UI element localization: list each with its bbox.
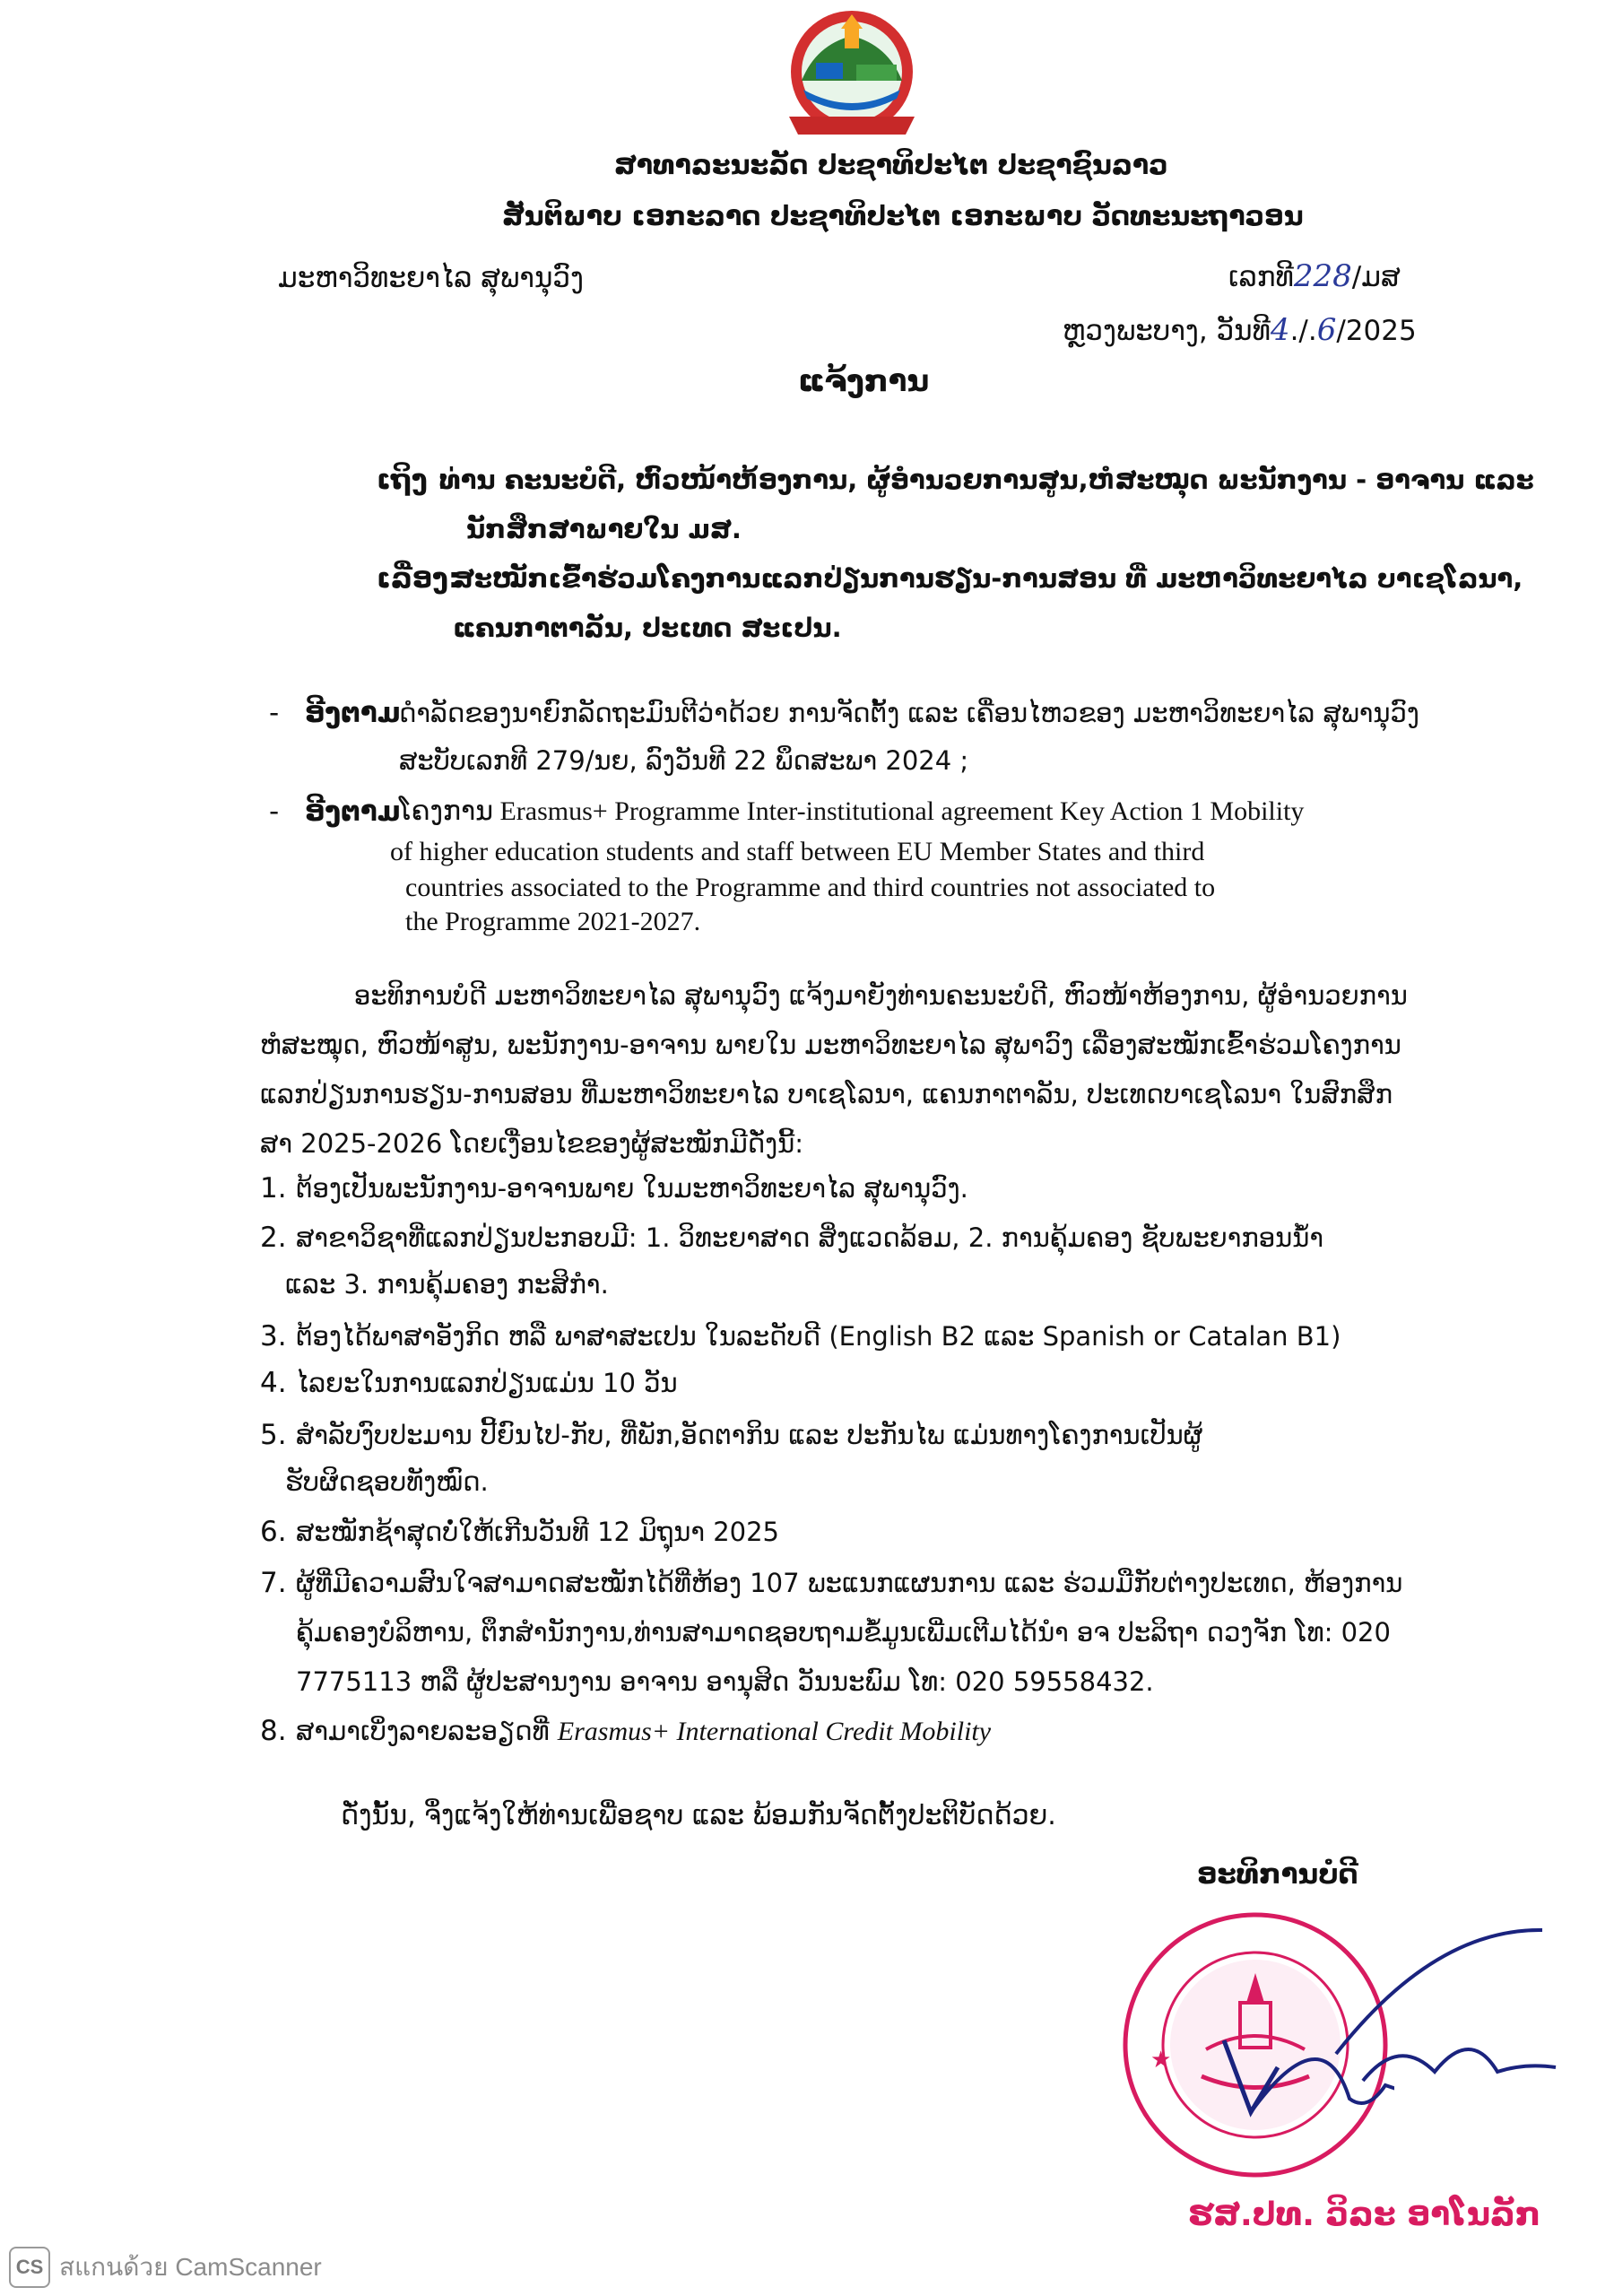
reference-number	[1228, 258, 1401, 295]
date-year: /2025	[1336, 315, 1417, 347]
item-6-number: 6.	[260, 1516, 287, 1548]
item-4-number: 4.	[260, 1367, 287, 1399]
motto-line: ສັນຕິພາບ ເອກະລາດ ປະຊາທິປະໄຕ ເອກະພາບ ວັດທະນະຖາວອນ	[502, 201, 1304, 232]
item-7-line-2: ຄຸ້ມຄອງບໍລິຫານ, ຕຶກສໍານັກງານ,ທ່ານສາມາດຊອບຖາມຂໍ້ມູນເພີ່ມເຕີມໄດ້ນໍາ ອຈ ປະລິຖາ ດວງຈັກ ໂທ: 020	[296, 1617, 1391, 1648]
item-8-line-1	[296, 1713, 991, 1750]
ref-1-line-1: ດໍາລັດຂອງນາຍົກລັດຖະມົນຕີວ່າດ້ວຍ ການຈັດຕັ້ງ ແລະ ເຄື່ອນໄຫວຂອງ ມະຫາວິທະຍາໄລ ສຸພານຸວົງ	[399, 698, 1419, 728]
body-line-1: ອະທິການບໍດີ ມະຫາວິທະຍາໄລ ສຸພານຸວົງ ແຈ້ງມາຍັງທ່ານຄະນະບໍດີ, ຫົວໜ້າຫ້ອງການ, ຜູ້ອໍານວຍການ	[354, 980, 1408, 1011]
closing-line: ດັ່ງນັ້ນ, ຈຶ່ງແຈ້ງໃຫ້ທ່ານເພື່ອຊາບ ແລະ ພ້ອມກັນຈັດຕັ້ງປະຕິບັດດ້ວຍ.	[341, 1800, 1056, 1831]
ref-1-line-2: ສະບັບເລກທີ 279/ນຍ, ລົງວັນທີ 22 ພຶດສະພາ 2024 ;	[399, 745, 969, 776]
subject-line-2: ແຄນກາຕາລັນ, ປະເທດ ສະເປນ.	[453, 613, 842, 643]
svg-text:★: ★	[1150, 2047, 1172, 2074]
ref-2-line-3: countries associated to the Programme and third countries not associated to	[405, 873, 1216, 902]
ref-suffix: /ມສ	[1351, 261, 1401, 293]
item-5-number: 5.	[260, 1419, 287, 1451]
ref-1-bullet: -	[269, 697, 280, 729]
item-2-line-1: ສາຂາວິຊາທີ່ແລກປ່ຽນປະກອບມີ: 1. ວິທະຍາສາດ ສິ່ງແວດລ້ອມ, 2. ການຄຸ້ມຄອງ ຊັບພະຍາກອນນໍ້າ	[296, 1222, 1324, 1253]
item-6-line-1: ສະໝັກຊ້າສຸດບໍ່ໃຫ້ເກີນວັນທີ 12 ມິຖຸນາ 2025	[296, 1517, 780, 1547]
ref-1-label: ອີງຕາມ	[305, 697, 401, 729]
date-sep: ./.	[1289, 315, 1317, 347]
ref-2-label: ອີງຕາມ	[305, 796, 401, 828]
item-7-number: 7.	[260, 1567, 287, 1599]
signatory-position: ອະທິການບໍດີ	[1197, 1858, 1358, 1891]
university-name: ມະຫາວິທະຍາໄລ ສຸພານຸວົງ	[278, 262, 584, 294]
country-line: ສາທາລະນະລັດ ປະຊາທິປະໄຕ ປະຊາຊົນລາວ	[614, 150, 1168, 181]
item-8-number: 8.	[260, 1715, 287, 1747]
item-7-line-1: ຜູ້ທີ່ມີຄວາມສົນໃຈສາມາດສະໝັກໄດ້ທີ່ຫ້ອງ 107 ພະແນກແຜນການ ແລະ ຮ່ວມມືກັບຕ່າງປະເທດ, ຫ້ອງການ	[296, 1568, 1403, 1598]
body-line-2: ຫໍສະໝຸດ, ຫົວໜ້າສູນ, ພະນັກງານ-ອາຈານ ພາຍໃນ ມະຫາວິທະຍາໄລ ສຸພາວົງ ເລື່ອງສະໝັກເຂົ້າຮ່ວມໂຄງການ	[260, 1030, 1401, 1060]
issue-date	[1063, 312, 1417, 349]
document-title: ແຈ້ງການ	[798, 363, 930, 399]
signatory-name: ຮສ.ປທ. ວິລະ ອາໂນລັກ	[1188, 2196, 1541, 2233]
item-3-number: 3.	[260, 1320, 287, 1352]
subject-label: ເລື່ອງ:	[377, 562, 460, 595]
ref-2-line-4: the Programme 2021-2027.	[405, 907, 701, 936]
subject-line-1: ສະໝັກເຂົ້າຮ່ວມໂຄງການແລກປ່ຽນການຮຽນ-ການສອນ ທີ່ ມະຫາວິທະຍາໄລ ບາເຊໂລນາ,	[453, 563, 1523, 594]
ref-label: ເລກທີ	[1228, 261, 1294, 293]
item-2-line-2: ແລະ 3. ການຄຸ້ມຄອງ ກະສິກໍາ.	[285, 1269, 609, 1300]
item-5-line-2: ຮັບຜິດຊອບທັງໝົດ.	[285, 1466, 489, 1497]
signature-flourish	[1327, 1919, 1560, 2090]
national-emblem	[762, 9, 941, 144]
body-line-3: ແລກປ່ຽນການຮຽນ-ການສອນ ທີ່ມະຫາວິທະຍາໄລ ບາເຊໂລນາ, ແຄນກາຕາລັນ, ປະເທດບາເຊໂລນາ ໃນສົກສຶກ	[260, 1079, 1393, 1109]
date-month: 6	[1316, 312, 1337, 348]
to-label: ເຖິງ :	[377, 464, 448, 496]
to-line-2: ນັກສຶກສາພາຍໃນ ມສ.	[466, 514, 742, 544]
ref-2-line-2: of higher education students and staff between EU Member States and third	[390, 837, 1205, 866]
item-8-link-text: Erasmus+ International Credit Mobility	[557, 1717, 992, 1746]
to-line-1: ທ່ານ ຄະນະບໍດີ, ຫົວໜ້າຫ້ອງການ, ຜູ້ອໍານວຍການສູນ,ຫໍສະໝຸດ ພະນັກງານ - ອາຈານ ແລະ	[439, 465, 1534, 495]
item-1-line-1: ຕ້ອງເປັນພະນັກງານ-ອາຈານພາຍ ໃນມະຫາວິທະຍາໄລ ສຸພານຸວົງ.	[296, 1173, 968, 1204]
date-day: 4	[1270, 312, 1290, 348]
ref-2-bullet: -	[269, 796, 280, 828]
ref-number: 228	[1293, 258, 1352, 294]
item-5-line-1: ສໍາລັບງົບປະມານ ປີ້ຍົນໄປ-ກັບ, ທີ່ພັກ,ອັດຕາກິນ ແລະ ປະກັນໄພ ແມ່ນທາງໂຄງການເປັນຜູ້	[296, 1420, 1203, 1450]
body-line-4: ສາ 2025-2026 ໂດຍເງື່ອນໄຂຂອງຜູ້ສະໝັກມີດັ່ງນີ້:	[260, 1128, 803, 1159]
camscanner-footer	[9, 2247, 322, 2288]
item-7-line-3: 7775113 ຫລື ຜູ້ປະສານງານ ອາຈານ ອານຸສິດ ວັນນະພົມ ໂທ: 020 59558432.	[296, 1666, 1154, 1697]
date-prefix: ຫຼວງພະບາງ, ວັນທີ	[1063, 315, 1271, 347]
item-2-number: 2.	[260, 1222, 287, 1254]
camscanner-logo: CS	[9, 2247, 50, 2288]
item-1-number: 1.	[260, 1172, 287, 1205]
ref-2-line-1: ໂຄງການ Erasmus+ Programme Inter-institutional agreement Key Action 1 Mobility	[399, 796, 1305, 826]
camscanner-text: สแกนด้วย CamScanner	[59, 2253, 322, 2281]
item-8-text: ສາມາເບິ່ງລາຍລະອຽດທີ່	[296, 1716, 550, 1746]
item-4-line-1: ໄລຍະໃນການແລກປ່ຽນແມ່ນ 10 ວັນ	[296, 1368, 678, 1398]
item-3-line-1: ຕ້ອງໄດ້ພາສາອັງກິດ ຫລື ພາສາສະເປນ ໃນລະດັບດີ (English B2 ແລະ Spanish or Catalan B1)	[296, 1321, 1341, 1352]
